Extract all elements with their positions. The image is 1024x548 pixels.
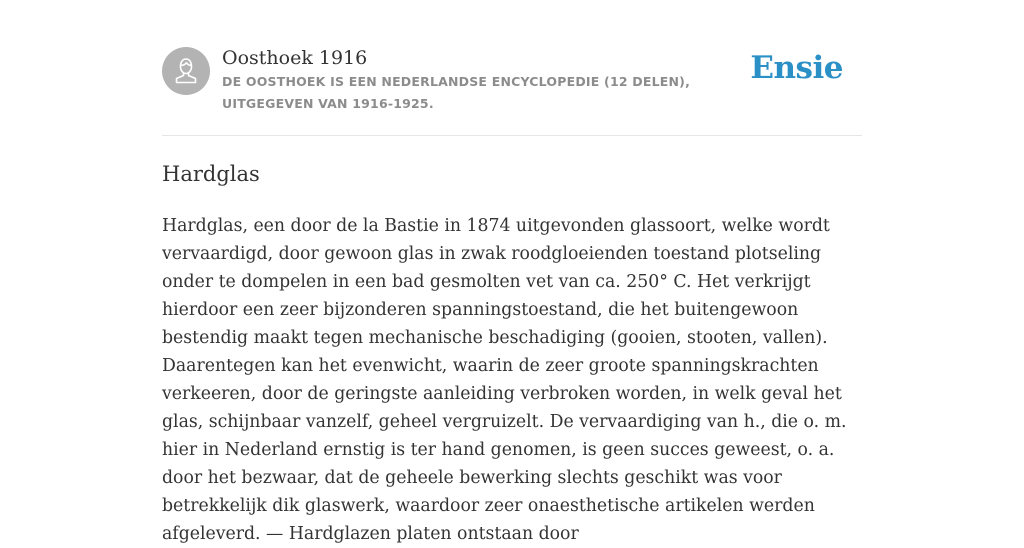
- source-title[interactable]: Oosthoek 1916: [222, 47, 368, 69]
- article-container: [162, 0, 862, 544]
- article-body: Hardglas, een door de la Bastie in 1874 uitgevonden glassoort, welke wordt vervaardigd, door gewoon glas in zwak roodgloeienden toestand plotseling onder te dompelen in een bad gesmolten vet van ca. 250° C. Het verkrijgt hierdoor een zeer bijzonderen spanningstoestand, die het buitengewoon bestendig maakt tegen mechanische beschadiging (gooien, stooten, vallen). Daarentegen kan het evenwicht, waarin de zeer groote spanningskrachten verkeeren, door de geringste aanleiding verbroken worden, in welk geval het glas, schijnbaar vanzelf, geheel vergruizelt. De vervaardiging van h., die o. m. hier in Nederland ernstig is ter hand genomen, is geen succes geweest, o. a. door het bezwaar, dat de geheele bewerking slechts geschikt was voor betrekkelijk dik glaswerk, waardoor zeer onaesthetische artikelen werden afgeleverd. — Hardglazen platen ontstaan door: [162, 216, 847, 544]
- ensie-logo[interactable]: Ensie: [750, 50, 843, 86]
- source-description: DE OOSTHOEK IS EEN NEDERLANDSE ENCYCLOPEDIE (12 DELEN), UITGEGEVEN VAN 1916-1925.: [222, 74, 691, 111]
- source-header: [162, 0, 862, 136]
- avatar[interactable]: [162, 47, 210, 95]
- user-icon: [162, 47, 210, 95]
- article-title: Hardglas: [162, 162, 260, 186]
- source-info: [222, 45, 762, 115]
